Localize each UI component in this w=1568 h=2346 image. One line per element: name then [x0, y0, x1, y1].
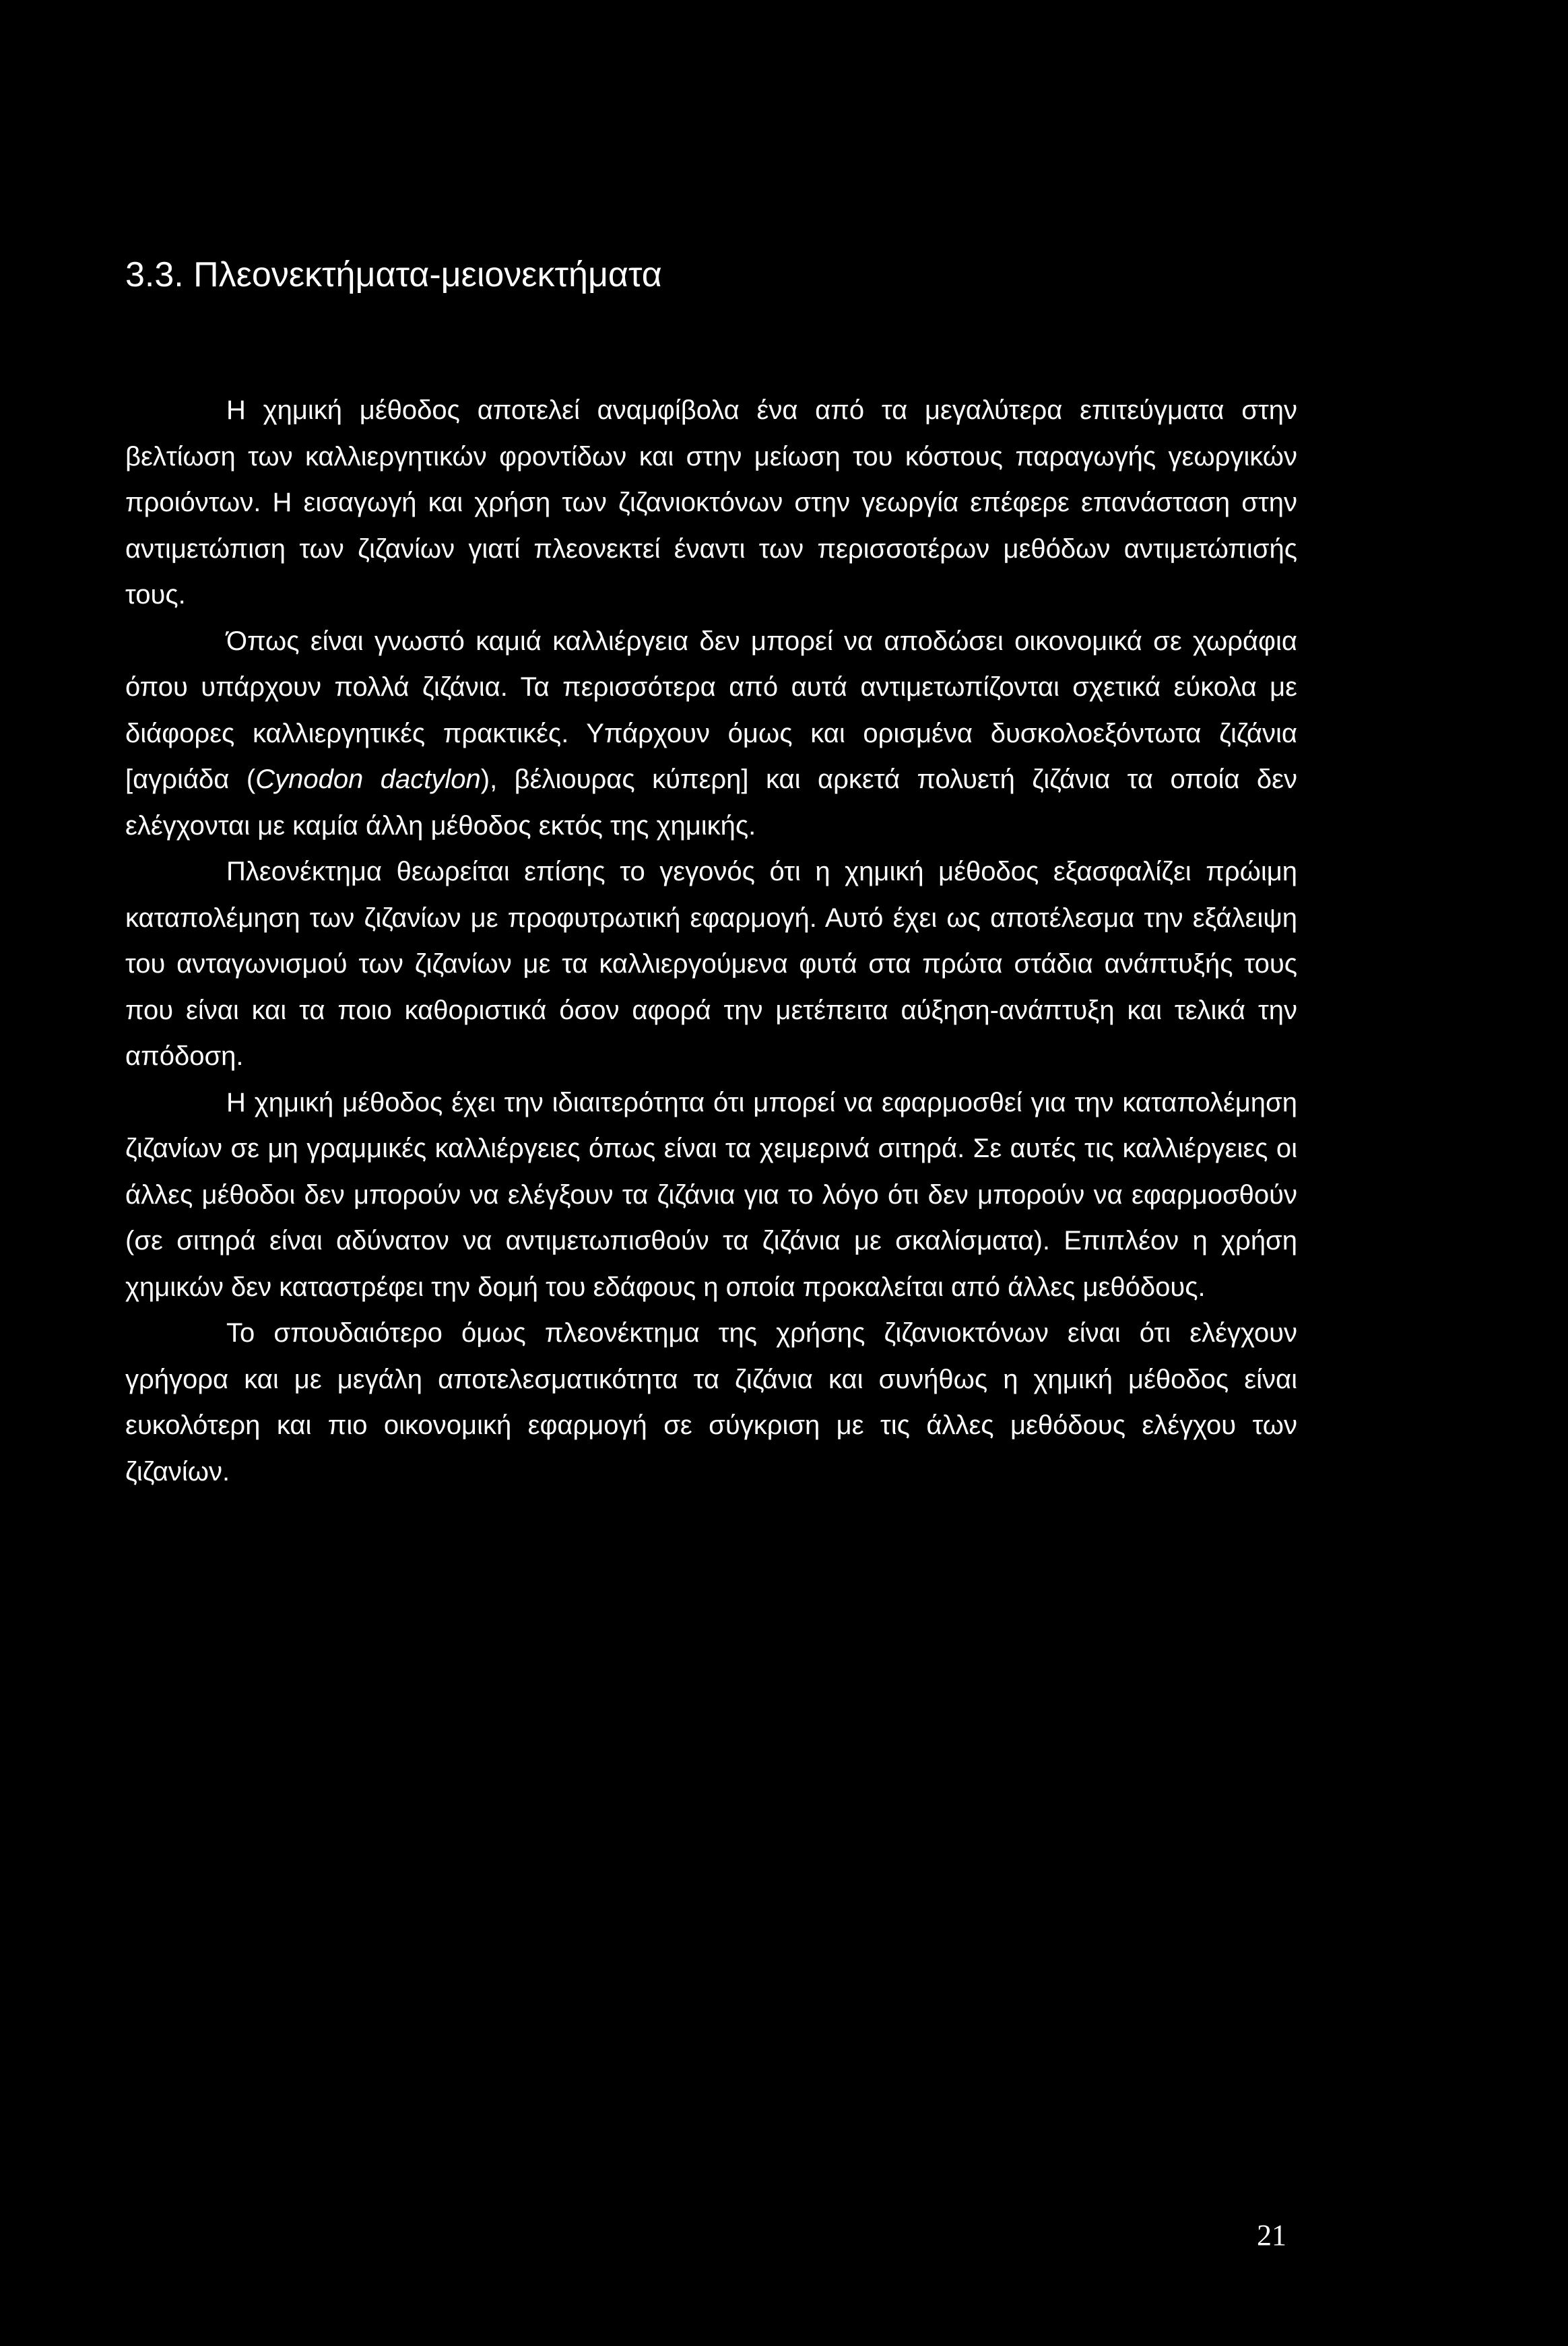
paragraph-5: Το σπουδαιότερο όμως πλεονέκτημα της χρήσης ζιζανιοκτόνων είναι ότι ελέγχουν γρήγορα και με μεγάλη αποτελεσματικότητα τα ζιζάνια και συνήθως η χημική μέθοδος είναι ευκολότερη και πιο οικονομική εφαρμογή σε σύγκριση με τις άλλες μεθόδους ελέγχου των ζιζανίων.: [125, 1318, 1297, 1487]
section-heading: 3.3. Πλεονεκτήματα-μειονεκτήματα: [125, 255, 662, 294]
paragraph-4: Η χημική μέθοδος έχει την ιδιαιτερότητα ότι μπορεί να εφαρμοσθεί για την καταπολέμηση ζιζανίων σε μη γραμμικές καλλιέργειες όπως είναι τα χειμερινά σιτηρά. Σε αυτές τις καλλιέργειες οι άλλες μέθοδοι δεν μπορούν να ελέγξουν τα ζιζάνια για το λόγο ότι δεν μπορούν να εφαρμοσθούν (σε σιτηρά είναι αδύνατον να αντιμετωπισθούν τα ζιζάνια με σκαλίσματα). Επιπλέον η χρήση χημικών δεν καταστρέφει την δομή του εδάφους η οποία προκαλείται από άλλες μεθόδους.: [125, 1087, 1297, 1302]
paragraph-2-text-start: Όπως είναι γνωστό καμιά καλλιέργεια δεν μπορεί να αποδώσει οικονομικά σε χωράφια όπου υπάρχουν πολλά ζιζάνια. Τα περισσότερα από αυτά αντιμετωπίζονται σχετικά εύκολα με διάφορες καλλιεργητικές πρακτικές. Υπάρχουν όμως και ορισμένα δυσκολοεξόντωτα ζιζάνια [αγριάδα (: [125, 626, 1297, 794]
paragraph-2: [125, 618, 1297, 849]
paragraph-1: Η χημική μέθοδος αποτελεί αναμφίβολα ένα από τα μεγαλύτερα επιτεύγματα στην βελτίωση των καλλιεργητικών φροντίδων και στην μείωση του κόστους παραγωγής γεωργικών προιόντων. Η εισαγωγή και χρήση των ζιζανιοκτόνων στην γεωργία επέφερε επανάσταση στην αντιμετώπιση των ζιζανίων γιατί πλεονεκτεί έναντι των περισσοτέρων μεθόδων αντιμετώπισής τους.: [125, 395, 1297, 610]
body-text: [125, 387, 1297, 1495]
paragraph-2-text-end: ), βέλιουρας κύπερη] και αρκετά πολυετή ζιζάνια τα οποία δεν ελέγχονται με καμία άλλη μέθοδος εκτός της χημικής.: [125, 764, 1298, 841]
species-name-italic: Cynodon dactylon: [255, 764, 481, 794]
page-number: 21: [1257, 2219, 1286, 2252]
paragraph-3: Πλεονέκτημα θεωρείται επίσης το γεγονός ότι η χημική μέθοδος εξασφαλίζει πρώιμη καταπολέμηση των ζιζανίων με προφυτρωτική εφαρμογή. Αυτό έχει ως αποτέλεσμα την εξάλειψη του ανταγωνισμού των ζιζανίων με τα καλλιεργούμενα φυτά στα πρώτα στάδια ανάπτυξής τους που είναι και τα ποιο καθοριστικά όσον αφορά την μετέπειτα αύξηση-ανάπτυξη και τελικά την απόδοση.: [125, 857, 1297, 1071]
